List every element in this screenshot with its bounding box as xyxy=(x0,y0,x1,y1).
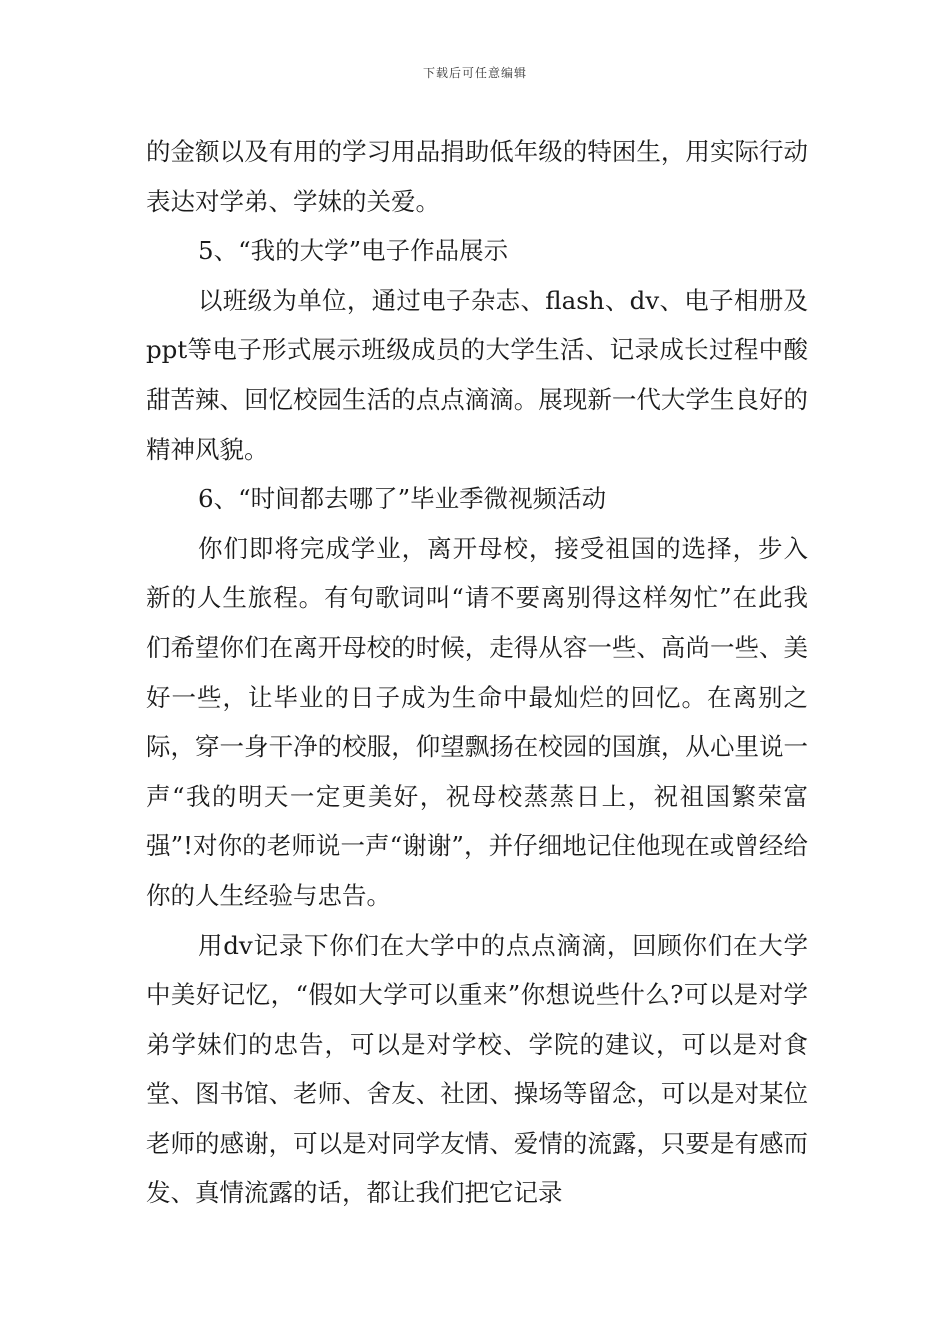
section-heading-my-university: 5、“我的大学”电子作品展示 xyxy=(198,236,509,266)
page-header-note: 下载后可任意编辑 xyxy=(422,66,527,80)
document-body xyxy=(146,127,808,1218)
paragraph-farewell: 你们即将完成学业，离开母校，接受祖国的选择，步入新的人生旅程。有句歌词叫“请不要离别得这样匆忙”在此我们希望你们在离开母校的时候，走得从容一些、高尚一些、美好一些，让毕业的日子成为生命中最灿烂的回忆。在离别之际，穿一身干净的校服，仰望飘扬在校园的国旗，从心里说一声“我的明天一定更美好，祝母校蒸蒸日上，祝祖国繁荣富强”!对你的老师说一声“谢谢”，并仔细地记住他现在或曾经给你的人生经验与忠告。 xyxy=(146,533,808,910)
section-heading-micro-video: 6、“时间都去哪了”毕业季微视频活动 xyxy=(198,484,607,514)
paragraph-dv-record: 用dv记录下你们在大学中的点点滴滴，回顾你们在大学中美好记忆，“假如大学可以重来”你想说些什么?可以是对学弟学妹们的忠告，可以是对学校、学院的建议，可以是对食堂、图书馆、老师、舍友、社团、操场等留念，可以是对某位老师的感谢，可以是对同学友情、爱情的流露，只要是有感而发、真情流露的话，都让我们把它记录 xyxy=(146,930,808,1208)
paragraph-donation-closing: 的金额以及有用的学习用品捐助低年级的特困生，用实际行动表达对学弟、学妹的关爱。 xyxy=(146,137,808,216)
paragraph-electronic-works: 以班级为单位，通过电子杂志、flash、dv、电子相册及ppt等电子形式展示班级成员的大学生活、记录成长过程中酸甜苦辣、回忆校园生活的点点滴滴。展现新一代大学生良好的精神风貌。 xyxy=(146,285,808,464)
